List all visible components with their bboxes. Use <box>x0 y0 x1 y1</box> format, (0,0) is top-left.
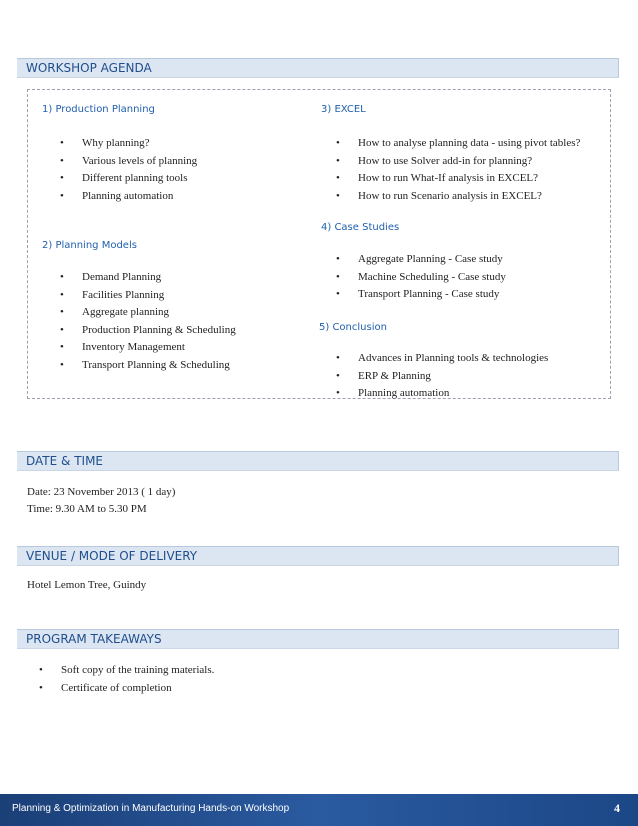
agenda-heading-conclusion: 5) Conclusion <box>319 322 387 333</box>
list-item: • Production Planning & Scheduling <box>60 322 236 340</box>
venue-text: Hotel Lemon Tree, Guindy <box>27 579 147 591</box>
list-item: • Advances in Planning tools & technologies <box>336 350 548 368</box>
agenda-heading-case-studies: 4) Case Studies <box>321 222 400 233</box>
section-header-agenda <box>17 58 619 78</box>
list-item: • Planning automation <box>336 385 548 403</box>
bullet-icon: • <box>39 664 43 676</box>
list-item: • Planning automation <box>60 188 197 206</box>
list-item: • Soft copy of the training materials. <box>39 662 214 680</box>
bullet-icon: • <box>336 154 340 167</box>
bullet-icon: • <box>336 288 340 300</box>
list-item: • Machine Scheduling - Case study <box>336 269 506 287</box>
bullet-icon: • <box>60 172 64 184</box>
bullet-icon: • <box>60 189 64 202</box>
time-text: Time: 9.30 AM to 5.30 PM <box>27 503 147 515</box>
date-time-title: DATE & TIME <box>26 454 104 468</box>
list-item: • Demand Planning <box>60 269 236 287</box>
bullet-icon: • <box>336 387 340 399</box>
list-item: • How to analyse planning data - using pivot tables? <box>336 135 580 153</box>
bullet-icon: • <box>60 137 64 149</box>
list-item: • How to use Solver add-in for planning? <box>336 153 580 171</box>
agenda-heading-excel: 3) EXCEL <box>321 104 366 115</box>
bullet-icon: • <box>60 341 64 353</box>
section-header-venue <box>17 546 619 566</box>
bullet-icon: • <box>336 369 340 382</box>
section-header-takeaways <box>17 629 619 649</box>
bullet-icon: • <box>39 681 43 694</box>
page-number: 4 <box>614 801 620 815</box>
list-item: • Aggregate Planning - Case study <box>336 251 506 269</box>
agenda-heading-planning-models: 2) Planning Models <box>42 240 137 251</box>
bullet-icon: • <box>60 154 64 167</box>
list-item: • Aggregate planning <box>60 304 236 322</box>
footer-bar <box>0 794 638 826</box>
section-header-date-time <box>17 451 619 471</box>
list-item: • Different planning tools <box>60 170 197 188</box>
takeaways-list <box>39 662 214 697</box>
bullet-icon: • <box>336 253 340 265</box>
agenda-list-excel <box>336 135 580 205</box>
agenda-list-planning-models <box>60 269 236 374</box>
list-item: • Transport Planning & Scheduling <box>60 357 236 375</box>
agenda-box <box>27 89 611 399</box>
bullet-icon: • <box>336 189 340 202</box>
venue-title: VENUE / MODE OF DELIVERY <box>26 549 198 563</box>
date-text: Date: 23 November 2013 ( 1 day) <box>27 486 176 498</box>
bullet-icon: • <box>336 270 340 283</box>
list-item: • Inventory Management <box>60 339 236 357</box>
list-item: • Why planning? <box>60 135 197 153</box>
list-item: • How to run Scenario analysis in EXCEL? <box>336 188 580 206</box>
list-item: • Various levels of planning <box>60 153 197 171</box>
list-item: • Certificate of completion <box>39 680 214 698</box>
bullet-icon: • <box>60 306 64 318</box>
bullet-icon: • <box>336 352 340 364</box>
agenda-list-case-studies <box>336 251 506 304</box>
bullet-icon: • <box>60 323 64 336</box>
agenda-heading-production-planning: 1) Production Planning <box>42 104 155 115</box>
footer-title: Planning & Optimization in Manufacturing Hands-on Workshop <box>12 803 290 814</box>
bullet-icon: • <box>336 137 340 149</box>
bullet-icon: • <box>60 358 64 371</box>
bullet-icon: • <box>60 288 64 301</box>
list-item: • Facilities Planning <box>60 287 236 305</box>
list-item: • Transport Planning - Case study <box>336 286 506 304</box>
agenda-list-production-planning <box>60 135 197 205</box>
bullet-icon: • <box>336 172 340 184</box>
takeaways-title: PROGRAM TAKEAWAYS <box>26 632 162 646</box>
agenda-list-conclusion <box>336 350 548 403</box>
bullet-icon: • <box>60 271 64 283</box>
list-item: • How to run What-If analysis in EXCEL? <box>336 170 580 188</box>
list-item: • ERP & Planning <box>336 368 548 386</box>
agenda-title: WORKSHOP AGENDA <box>26 61 152 75</box>
